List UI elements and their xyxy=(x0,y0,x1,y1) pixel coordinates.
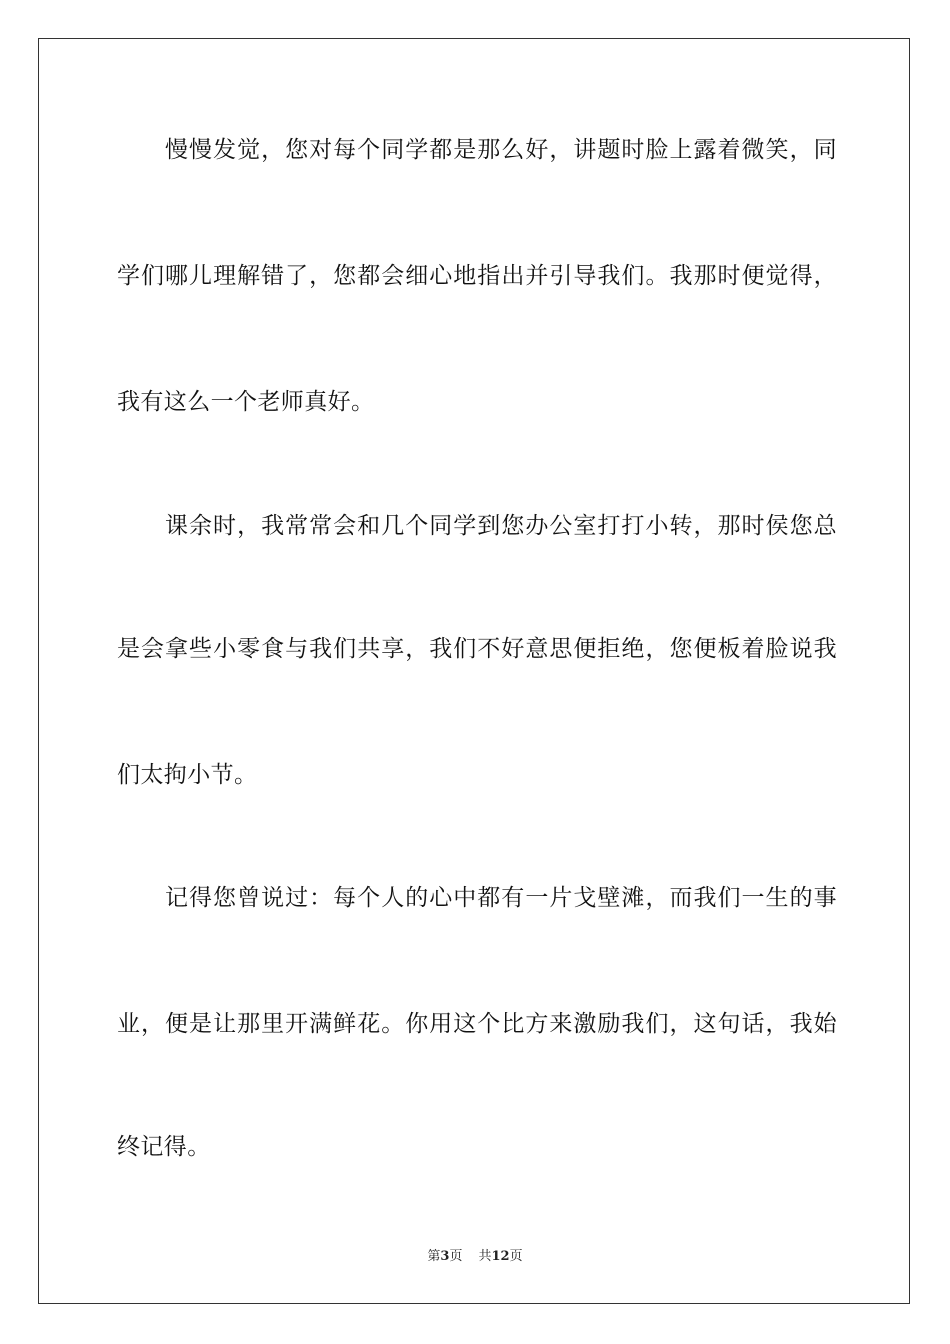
paragraph-1-line-2: 学们哪儿理解错了，您都会细心地指出并引导我们。我那时便觉得， xyxy=(117,263,837,289)
paragraph-2-line-1: 课余时，我常常会和几个同学到您办公室打打小转，那时侯您总 xyxy=(165,513,837,539)
page-label-suffix: 页 xyxy=(449,1249,463,1264)
page-border xyxy=(38,38,910,1304)
total-pages: 12 xyxy=(491,1249,510,1264)
paragraph-2-line-3: 们太拘小节。 xyxy=(117,762,258,788)
page-number: 3 xyxy=(440,1249,450,1264)
paragraph-2-line-2: 是会拿些小零食与我们共享，我们不好意思便拒绝，您便板着脸说我 xyxy=(117,636,837,662)
total-label-suffix: 页 xyxy=(509,1249,523,1264)
paragraph-3-line-2: 业，便是让那里开满鲜花。你用这个比方来激励我们，这句话，我始 xyxy=(117,1011,837,1037)
page-label-prefix: 第 xyxy=(427,1249,441,1264)
paragraph-1-line-3: 我有这么一个老师真好。 xyxy=(117,389,375,415)
paragraph-3-line-3: 终记得。 xyxy=(117,1134,211,1160)
total-label-prefix: 共 xyxy=(478,1249,492,1264)
page-footer xyxy=(0,1248,950,1266)
paragraph-1-line-1: 慢慢发觉，您对每个同学都是那么好，讲题时脸上露着微笑，同 xyxy=(165,137,837,163)
paragraph-3-line-1: 记得您曾说过：每个人的心中都有一片戈壁滩，而我们一生的事 xyxy=(165,885,837,911)
